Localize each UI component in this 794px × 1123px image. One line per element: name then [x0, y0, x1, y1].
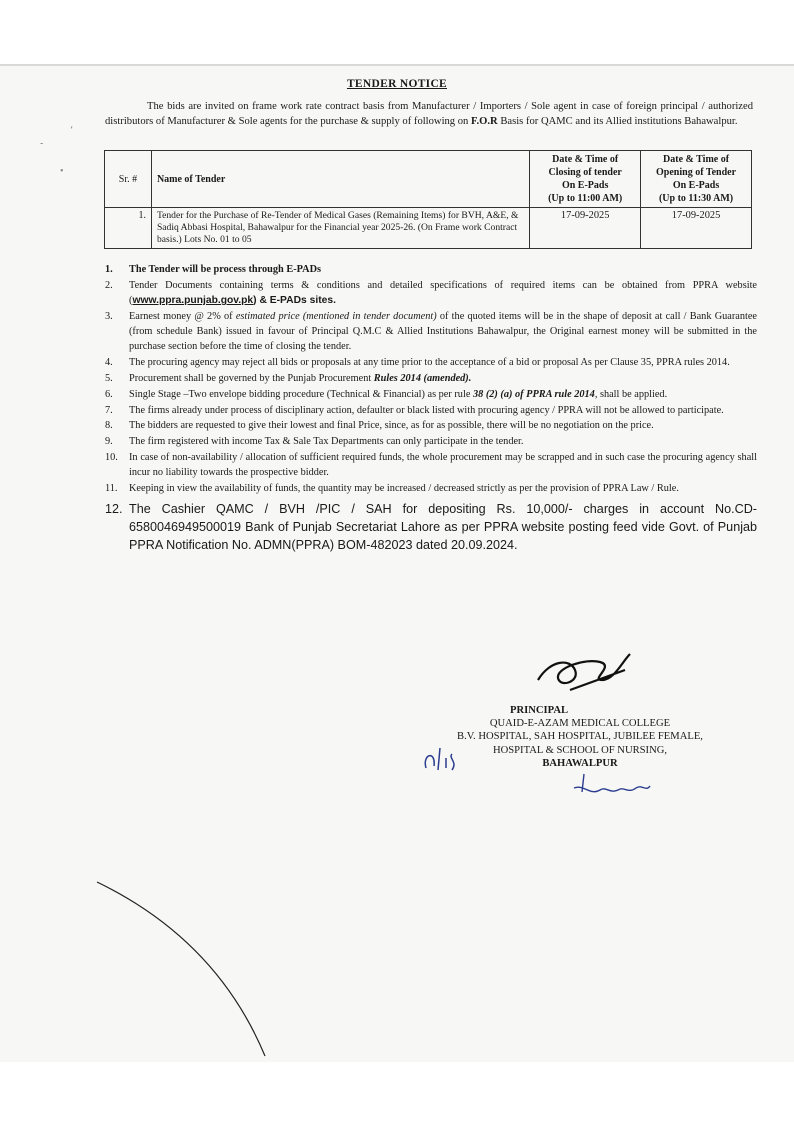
row-opening-date: 17-09-2025 [641, 208, 752, 249]
term-number: 1. [105, 264, 113, 275]
term-number: 3. [105, 310, 113, 322]
term-text: Earnest money @ 2% of [129, 310, 236, 322]
header-opening-line4: (Up to 11:30 AM) [658, 193, 734, 204]
term-item [105, 500, 757, 554]
header-opening-line3: On E-Pads [672, 180, 720, 191]
term-bold-italic: 38 (2) (a) of PPRA rule 2014 [472, 388, 595, 400]
term-text: The procuring agency may reject all bids or proposals at any time prior to the acceptance of a bid or proposal As per Clause 35, PPRA rules 2014. [129, 357, 730, 369]
term-item [105, 387, 757, 402]
term-item [105, 262, 757, 277]
term-text: of the quoted items will be in the shape of deposit at call / Bank Guarantee (from schedule Bank) issued in favour of Principal Q.M.C & Allied Institutions Bahawalpur, the Original earnest money will be submitted in the purchase section before the time of closing the tender. [129, 310, 758, 353]
signatory-line2: B.V. HOSPITAL, SAH HOSPITAL, JUBILEE FEMALE, [457, 731, 703, 743]
signatory-line1: QUAID-E-AZAM MEDICAL COLLEGE [489, 718, 671, 730]
term-number: 6. [105, 388, 113, 400]
term-item [105, 481, 757, 496]
term-text: Keeping in view the availability of funds, the quantity may be increased / decreased strictly as per the provision of PPRA Law / Rule. [129, 483, 679, 495]
row-closing-date: 17-09-2025 [530, 208, 641, 249]
header-name: Name of Tender [151, 151, 529, 208]
signatory-title: PRINCIPAL [510, 705, 569, 716]
signatory-city: BAHAWALPUR [542, 757, 618, 769]
term-text: The Cashier QAMC / BVH /PIC / SAH for depositing Rs. 10,000/- charges in account No.CD-6580046949500019 Bank of Punjab Secretariat Lahore as per PPRA website posting feed vide Govt. of Punjab PPRA Notification No. ADMN(PPRA) BOM-482023 dated 20.09.2024. [129, 502, 757, 553]
principal-signature [530, 640, 640, 710]
header-opening-line2: Opening of Tender [656, 167, 737, 178]
margin-mark: • [60, 166, 64, 177]
term-item [105, 434, 757, 449]
term-text: The firm registered with income Tax & Sale Tax Departments can only participate in the tender. [129, 436, 524, 448]
header-sr: Sr. # [105, 151, 152, 208]
header-opening-line1: Date & Time of [663, 154, 730, 165]
margin-mark: ‘ [70, 125, 74, 136]
term-number: 11. [105, 483, 118, 495]
row-tender-name: Tender for the Purchase of Re-Tender of Medical Gases (Remaining Items) for BVH, A&E, & Sadiq Abbasi Hospital, Bahawalpur for the Financial year 2025-26. (On Frame work Contract basis.) Lots No. 01 to 05 [151, 208, 529, 249]
term-number: 4. [105, 357, 113, 369]
margin-mark: - [40, 138, 44, 149]
term-item [105, 403, 757, 418]
handwritten-scribble [570, 770, 660, 810]
intro-text-2: Basis for QAMC and its Allied institutions Bahawalpur. [497, 116, 738, 127]
term-number: 7. [105, 404, 113, 416]
term-text: ) & E-PADs sites. [253, 295, 336, 307]
table-header-row [105, 151, 752, 208]
term-text: Single Stage –Two envelope bidding procedure (Technical & Financial) as per rule [129, 388, 473, 400]
row-sr: 1. [105, 208, 152, 249]
term-text: The bidders are requested to give their lowest and final Price, since, as for as possible, there will be no negotiation on the price. [129, 420, 654, 432]
header-closing-line1: Date & Time of [552, 154, 619, 165]
terms-list [105, 262, 757, 555]
notice-title: TENDER NOTICE [346, 78, 448, 90]
intro-bold-for: F.O.R [471, 116, 498, 127]
term-text: The Tender will be process through E-PADs [129, 264, 322, 275]
term-item [105, 355, 757, 370]
ppra-website-link[interactable]: www.ppra.punjab.gov.pk [132, 295, 254, 307]
table-row [105, 208, 752, 249]
intro-text-1: The bids are invited on frame work rate contract basis from Manufacturer / Importers / Sole agent in case of foreign principal / authorized distributors of Manufacturer & Sole agents for the purchase & supply of following on [105, 101, 753, 127]
term-text: The firms already under process of disciplinary action, defaulter or black listed with procuring agency / PPRA will not be allowed to participate. [129, 404, 724, 416]
term-number: 8. [105, 420, 113, 432]
term-text: Procurement shall be governed by the Punjab Procurement [129, 373, 374, 385]
header-closing-line4: (Up to 11:00 AM) [548, 193, 623, 204]
term-item [105, 450, 757, 481]
handwritten-initials [420, 740, 470, 780]
term-item [105, 278, 757, 309]
header-closing [530, 151, 641, 208]
term-item [105, 309, 757, 355]
term-italic: estimated price (mentioned in tender document) [235, 310, 437, 322]
header-opening [641, 151, 752, 208]
term-text: In case of non-availability / allocation of sufficient required funds, the whole procurement may be scrapped and in such case the procuring agency shall incur no liability towards the prospective bidder. [129, 452, 757, 479]
term-number: 5. [105, 373, 113, 385]
term-item [105, 418, 757, 433]
term-number: 12. [105, 502, 123, 517]
signatory-line3: HOSPITAL & SCHOOL OF NURSING, [492, 744, 668, 756]
header-closing-line3: On E-Pads [561, 180, 609, 191]
pen-stroke-mark [95, 880, 275, 1060]
term-number: 9. [105, 436, 113, 448]
term-item [105, 371, 757, 386]
term-number: 10. [105, 452, 118, 464]
term-text: , shall be applied. [594, 388, 668, 400]
tender-table [104, 150, 752, 249]
header-closing-line2: Closing of tender [548, 167, 622, 178]
term-number: 2. [105, 279, 113, 291]
term-bold-italic: Rules 2014 (amended). [373, 373, 472, 385]
term-text: Tender Documents containing terms & conditions and detailed specifications of required items can be obtained from PPRA website ( [129, 279, 757, 307]
intro-paragraph [105, 99, 753, 129]
